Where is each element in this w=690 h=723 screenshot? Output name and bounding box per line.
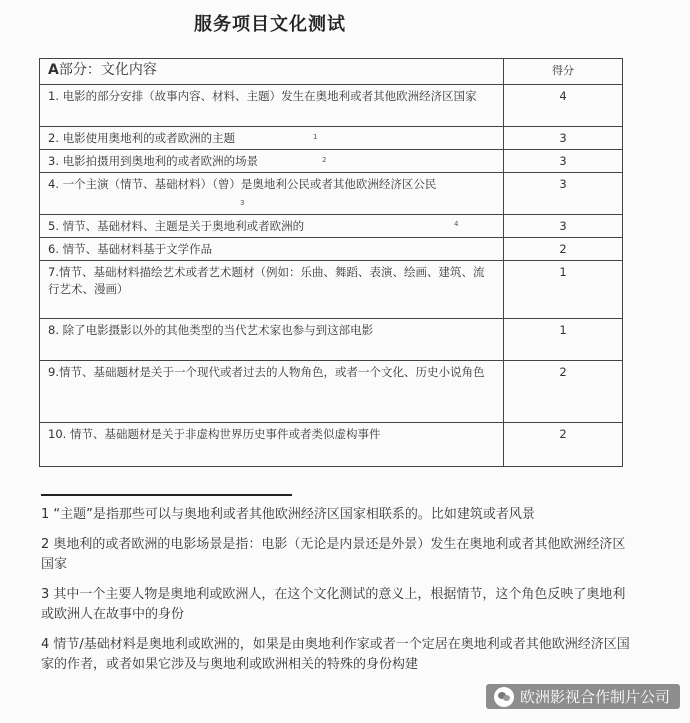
criterion-cell [40, 215, 504, 238]
criterion-cell [40, 150, 504, 173]
criterion-text: 10. 情节、基础题材是关于非虚构世界历史事件或者类似虚构事件 [40, 423, 504, 467]
criterion-cell [40, 173, 504, 215]
footnotes [41, 505, 631, 685]
watermark [486, 684, 680, 709]
criterion-text: 9.情节、基础题材是关于一个现代或者过去的人物角色，或者一个文化、历史小说角色 [40, 361, 504, 423]
score-header: 得分 [504, 59, 623, 85]
section-title: 部分：文化内容 [58, 62, 157, 78]
table-header-row [40, 59, 623, 85]
table-row [40, 361, 623, 423]
footnote-marker: 1 [313, 133, 318, 141]
table-row [40, 150, 623, 173]
criterion-text: 6. 情节、基础材料基于文学作品 [40, 238, 504, 261]
criterion-text: 7.情节、基础材料描绘艺术或者艺术题材（例如：乐曲、舞蹈、表演、绘画、建筑、流行艺术、漫画） [40, 261, 504, 319]
footnote-marker: 4 [454, 220, 459, 228]
score-value: 3 [504, 173, 623, 215]
table-row [40, 173, 623, 215]
table-row [40, 261, 623, 319]
footnote-divider [41, 494, 292, 496]
score-value: 3 [504, 215, 623, 238]
wechat-icon [494, 687, 514, 707]
criterion-text: 5. 情节、基础材料、主题是关于奥地利或者欧洲的 [48, 219, 305, 233]
footnote-3: 3 其中一个主要人物是奥地利或欧洲人，在这个文化测试的意义上，根据情节，这个角色反映了奥地利或欧洲人在故事中的身份 [41, 587, 626, 622]
score-value: 3 [504, 127, 623, 150]
footnote-2: 2 奥地利的或者欧洲的电影场景是指：电影（无论是内景还是外景）发生在奥地利或者其他欧洲经济区国家 [41, 537, 626, 572]
score-value: 3 [504, 150, 623, 173]
criterion-text: 2. 电影使用奥地利的或者欧洲的主题 [48, 131, 236, 145]
table-row [40, 238, 623, 261]
page-title: 服务项目文化测试 [194, 14, 346, 35]
footnote-marker: 3 [240, 199, 245, 207]
score-value: 4 [504, 85, 623, 127]
criterion-cell [40, 127, 504, 150]
section-letter: A [48, 62, 59, 78]
footnote-1: 1 “主题”是指那些可以与奥地利或者其他欧洲经济区国家相联系的。比如建筑或者风景 [41, 507, 535, 522]
section-header [40, 59, 504, 85]
table-row [40, 215, 623, 238]
footnote-4: 4 情节/基础材料是奥地利或欧洲的，如果是由奥地利作家或者一个定居在奥地利或者其他欧洲经济区国家的作者，或者如果它涉及与奥地利或欧洲相关的特殊的身份构建 [41, 637, 630, 672]
score-value: 2 [504, 361, 623, 423]
criterion-text: 8. 除了电影摄影以外的其他类型的当代艺术家也参与到这部电影 [40, 319, 504, 361]
score-value: 1 [504, 261, 623, 319]
score-value: 1 [504, 319, 623, 361]
culture-test-table [39, 58, 623, 467]
score-value: 2 [504, 423, 623, 467]
table-row [40, 319, 623, 361]
criterion-text: 4. 一个主演（情节、基础材料）（曾）是奥地利公民或者其他欧洲经济区公民 [48, 177, 437, 191]
table-row [40, 85, 623, 127]
table-row [40, 423, 623, 467]
criterion-text: 1. 电影的部分安排（故事内容、材料、主题）发生在奥地利或者其他欧洲经济区国家 [40, 85, 504, 127]
criterion-text: 3. 电影拍摄用到奥地利的或者欧洲的场景 [48, 154, 259, 168]
footnote-marker: 2 [322, 156, 327, 164]
watermark-text: 欧洲影视合作制片公司 [519, 688, 670, 706]
table-row [40, 127, 623, 150]
score-value: 2 [504, 238, 623, 261]
